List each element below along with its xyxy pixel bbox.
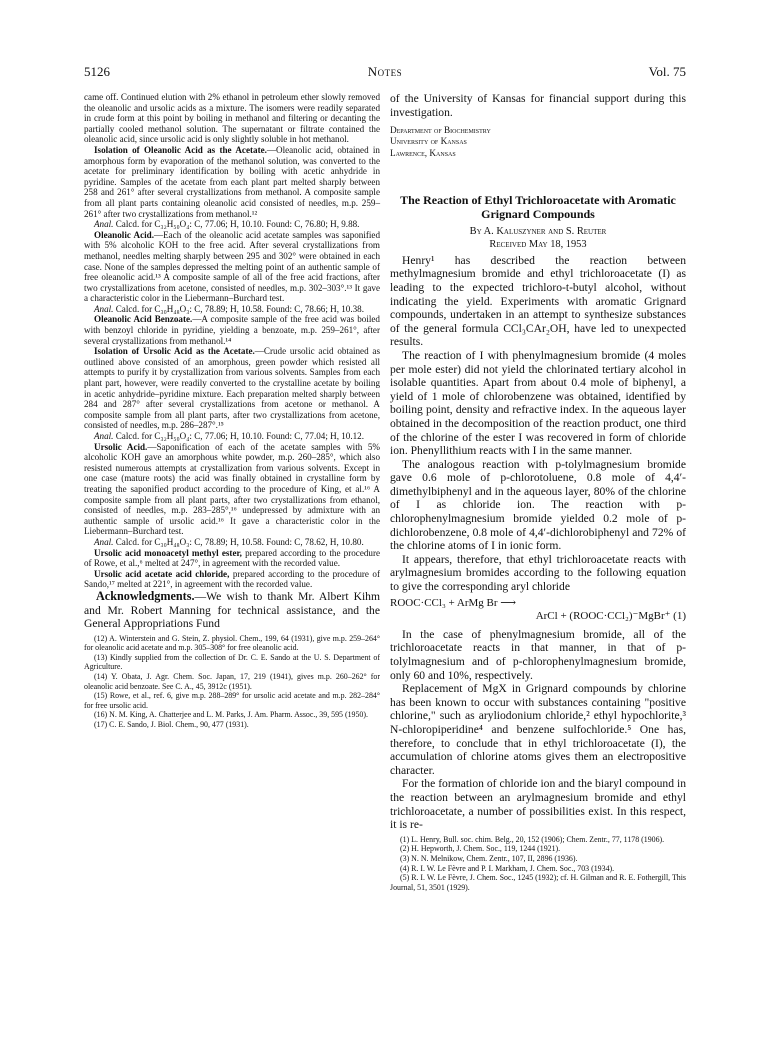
paragraph-text: —We wish to thank Mr. Albert Kihm and Mr. Robert Manning for technical assistance, and the General Appropriations Fund <box>84 589 380 631</box>
analysis-text: Calcd. for C₃₂H₅₀O₄: C, 77.06; H, 10.10. Found: C, 76.80; H, 9.88. <box>115 219 360 230</box>
section-heading: Ursolic Acid. <box>94 441 148 452</box>
footnotes-right <box>390 835 686 893</box>
analysis-label: Anal. <box>94 431 114 441</box>
paragraph: came off. Continued elution with 2% ethanol in petroleum ether slowly removed the oleanolic and ursolic acids as a mixture. The isomers were readily separated in crude form at this point by boiling in methanol and filtering or decanting the partially cooled methanol solution. The supernatant or filtrate contained the oleanolic acid, since ursolic acid is only slightly soluble in hot methanol. <box>84 92 380 145</box>
paragraph: Replacement of MgX in Grignard compounds by chlorine has been known to occur with substances containing "positive chlorine," such as aryliodonium chloride,² ethyl hypochlorite,³ N-chloropiperidine⁴ and benzene sulfochloride.⁵ One has, therefore, to conclude that in ethyl trichloroacetate (I), the accumulation of chlorine atoms gives them an electropositive character. <box>390 682 686 777</box>
right-column <box>390 92 686 892</box>
experimental-section <box>84 92 380 590</box>
footnote: (4) R. I. W. Le Fèvre and P. I. Markham, J. Chem. Soc., 703 (1934). <box>400 863 615 873</box>
analysis-line <box>84 219 380 230</box>
paragraph <box>84 230 380 304</box>
address-line: University of Kansas <box>390 136 467 147</box>
running-head: Notes <box>367 64 403 79</box>
analysis-line <box>84 304 380 315</box>
analysis-text: Calcd. for C₃₀H₄₈O₃: C, 78.89; H, 10.58. Found: C, 78.66; H, 10.38. <box>115 303 364 314</box>
section-heading: Isolation of Oleanolic Acid as the Acetate. <box>94 144 267 155</box>
paragraph-text: —Each of the oleanolic acid acetate samples was saponified with 5% alcoholic KOH to the free acid. After several crystallizations from methanol, needles melting sharply between 295 and 302° were obtained in each case. None of the samples depressed the melting point of an authentic sample of free oleanolic acid.¹³ A composite sample of all of the free acid fractions, after two crystallizations from acetone, consisted of needles, m.p. 302–303°.¹³ It gave a characteristic color in the Liebermann–Burchard test. <box>84 229 380 304</box>
article-authors: By A. Kaluszyner and S. Reuter <box>469 225 607 237</box>
paragraph <box>84 569 380 590</box>
section-heading: Ursolic acid monoacetyl methyl ester, <box>94 547 242 558</box>
paragraph: It appears, therefore, that ethyl trichloroacetate reacts with arylmagnesium bromides according to the following equation to give the corresponding aryl chloride <box>390 552 686 594</box>
footnote: (5) R. I. W. Le Fèvre, J. Chem. Soc., 1245 (1932); cf. H. Gilman and R. E. Fothergill, This Journal, 51, 3501 (1929). <box>390 873 686 892</box>
analysis-label: Anal. <box>94 303 114 314</box>
department-address <box>390 125 686 159</box>
article-body <box>390 254 686 832</box>
paragraph-text: —Oleanolic acid, obtained in amorphous form by evaporation of the methanol solution, was converted to the acetate for preliminary identification by boiling with acetic anhydride in pyridine. Samples of the acetate from each plant part melted sharply between 258 and 261° after several crystallizations from methanol. A composite sample from all plant parts containing oleanolic acid consisted of needles, m.p. 259–261° after two crystallizations from methanol.¹² <box>84 144 380 219</box>
paragraph-text: —A composite sample of the free acid was boiled with benzoyl chloride in pyridine, yielding a benzoate, m.p. 259–261°, after several crystallizations from methanol.¹⁴ <box>84 314 380 346</box>
equation-line: ArCl + (ROOC·CCl₂)⁻MgBr⁺ (1) <box>535 610 686 623</box>
paragraph: In the case of phenylmagnesium bromide, all of the trichloroacetate reacts in that manner, in that of p-tolylmagnesium and of p-chlorophenylmagnesium bromide, only 60 and 10%, respectively. <box>390 627 686 682</box>
page-header <box>84 64 686 82</box>
analysis-text: Calcd. for C₃₀H₄₈O₃: C, 78.89; H, 10.58. Found: C, 78.62, H, 10.80. <box>115 536 364 547</box>
equation-line: ROOC·CCl₃ + ArMg Br ⟶ <box>390 596 517 609</box>
footnotes-left <box>84 634 380 730</box>
analysis-line <box>84 431 380 442</box>
paragraph-text: —Saponification of each of the acetate samples with 5% alcoholic KOH gave an amorphous white powder, m.p. 260–285°, which also resisted numerous attempts at crystallization from various solvents. Except in one case (mature roots) the acid was finally obtained in crystalline form by treating the saponified product according to the procedure of King, et al.¹⁶ A composite sample from all plant parts, after two crystallizations from ethanol, consisted of needles, m.p. 283–285°,¹⁶ undepressed by admixture with an authentic sample of ursolic acid.¹⁶ It gave a characteristic color in the Liebermann–Burchard test. <box>84 441 380 537</box>
footnote: (1) L. Henry, Bull. soc. chim. Belg., 20, 152 (1906); Chem. Zentr., 77, 1178 (1906). <box>400 834 665 844</box>
paragraph <box>84 145 380 219</box>
paragraph-text: —Crude ursolic acid obtained as outlined above consisted of an amorphous, green powder which resisted all attempts to purify it by crystallization from various solvents. Samples from each plant part, however, were readily converted to the crystalline acetate by boiling in acetic anhydride–pyridine mixture. Each preparation melted sharply between 284 and 287° after several crystallizations from acetone or methanol. A composite sample from all plant parts, after two crystallizations from acetone, consisted of needles, m.p. 286–287°.¹⁵ <box>84 346 380 431</box>
footnote: (3) N. N. Melnikow, Chem. Zentr., 107, II, 2896 (1936). <box>400 853 578 863</box>
paragraph: The analogous reaction with p-tolylmagnesium bromide gave 0.6 mole of p-chlorotoluene, 0.8 mole of 4,4′-dimethylbiphenyl and in the aqueous layer, 80% of the chlorine of I as chloride ion. The reaction with p-chlorophenylmagnesium bromide yielded 0.2 mole of p-dichlorobenzene, 0.8 mole of 4,4′-dichlorobiphenyl and 72% of the chlorine atoms of I in ionic form. <box>390 457 686 553</box>
section-heading: Oleanolic Acid. <box>94 229 154 240</box>
continued-text <box>390 92 686 119</box>
paragraph <box>84 548 380 569</box>
paragraph-text: prepared according to the procedure of Rowe, et al.,⁶ melted at 247°, in agreement with the recorded value. <box>84 547 381 569</box>
footnote: (12) A. Winterstein and G. Stein, Z. physiol. Chem., 199, 64 (1931), give m.p. 259–264° for oleanolic acid acetate and m.p. 305–308° for free oleanolic acid. <box>84 633 380 653</box>
acknowledgments <box>84 590 380 631</box>
paragraph: The reaction of I with phenylmagnesium bromide (4 moles per mole ester) did not yield the chlorinated tertiary alcohol in isolable quantities. Apart from about 0.4 mole of biphenyl, a yield of 1 mole of chlorobenzene was obtained, identified by boiling point, density and refractive index. In the aqueous layer obtained in the decomposition of the reaction product, one third of the chlorine of the ester I was recovered in form of chloride ion. Phenyllithium reacts with I in the same manner. <box>390 348 686 458</box>
article-title: The Reaction of Ethyl Trichloroacetate with Aromatic Grignard Compounds <box>400 192 676 221</box>
analysis-label: Anal. <box>94 536 114 547</box>
received-date: Received May 18, 1953 <box>489 238 587 250</box>
paragraph <box>84 442 380 537</box>
paragraph <box>84 314 380 346</box>
left-column <box>84 92 380 730</box>
footnote: (14) Y. Obata, J. Agr. Chem. Soc. Japan, 17, 219 (1941), gives m.p. 260–262° for oleanolic acid benzoate. See C. A., 45, 3912c (1951). <box>84 672 380 691</box>
section-heading: Acknowledgments. <box>96 588 195 603</box>
footnote: (15) Rowe, et al., ref. 6, give m.p. 288–289° for ursolic acid acetate and m.p. 282–284° for free ursolic acid. <box>84 691 380 710</box>
analysis-label: Anal. <box>94 219 114 230</box>
section-heading: Isolation of Ursolic Acid as the Acetate. <box>94 346 255 357</box>
paragraph-text: prepared according to the procedure of Sando,¹⁷ melted at 221°, in agreement with the recorded value. <box>84 568 380 590</box>
footnote: (13) Kindly supplied from the collection of Dr. C. E. Sando at the U. S. Department of Agriculture. <box>84 652 380 672</box>
paragraph: Henry¹ has described the reaction between methylmagnesium bromide and ethyl trichloroacetate (I) as leading to the expected trichloro-t-butyl alcohol, without indicating the yield. Experiments with aromatic Grignard compounds, undertaken in an attempt to synthesize substances of the general formula CCl₃CAr₂OH, have led to unexpected results. <box>390 253 686 349</box>
analysis-text: Calcd. for C₃₂H₅₀O₄: C, 77.06; H, 10.10. Found: C, 77.04; H, 10.12. <box>115 431 364 441</box>
volume-label: Vol. 75 <box>648 64 686 79</box>
footnote: (2) H. Hepworth, J. Chem. Soc., 119, 1244 (1921). <box>400 844 561 854</box>
footnote: (17) C. E. Sando, J. Biol. Chem., 90, 477 (1931). <box>94 720 249 730</box>
paragraph <box>84 346 380 431</box>
section-heading: Ursolic acid acetate acid chloride, <box>94 568 230 579</box>
section-heading: Oleanolic Acid Benzoate. <box>94 314 193 325</box>
paragraph <box>84 590 380 631</box>
page-number: 5126 <box>84 64 110 79</box>
address-line: Department of Biochemistry <box>390 125 491 136</box>
paragraph: of the University of Kansas for financial support during this investigation. <box>390 92 686 119</box>
paragraph: For the formation of chloride ion and the biaryl compound in the reaction between an arylmagnesium bromide and ethyl trichloroacetate, a number of possibilities exist. In this respect, it is re- <box>390 777 686 832</box>
address-line: Lawrence, Kansas <box>390 147 456 158</box>
analysis-line <box>84 537 380 548</box>
footnote: (16) N. M. King, A. Chatterjee and L. M. Parks, J. Am. Pharm. Assoc., 39, 595 (1950). <box>94 710 368 720</box>
